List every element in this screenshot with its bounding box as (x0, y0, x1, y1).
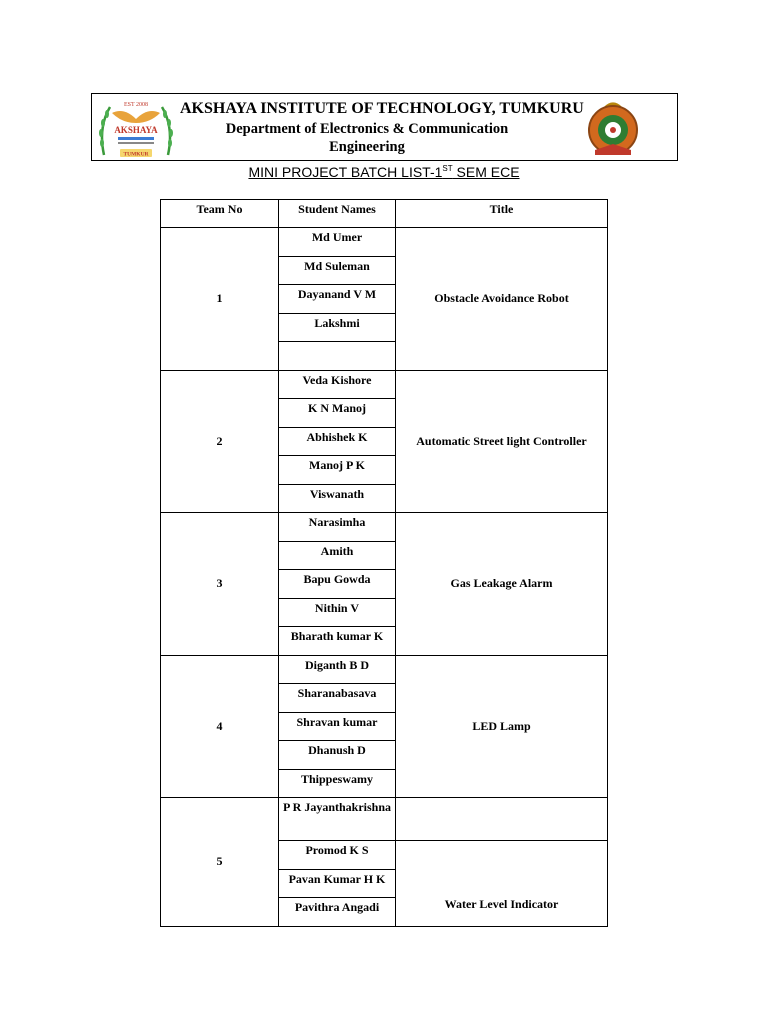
student-name: Bapu Gowda (279, 570, 396, 599)
institute-name: AKSHAYA INSTITUTE OF TECHNOLOGY, TUMKURU (180, 100, 584, 117)
svg-text:TUMKUR: TUMKUR (123, 151, 149, 158)
table-header-row (161, 200, 608, 228)
team-number: 5 (161, 798, 279, 927)
header-student-names: Student Names (279, 200, 396, 228)
batch-table-container (160, 199, 608, 927)
student-name: Viswanath (279, 484, 396, 513)
student-name: Md Umer (279, 228, 396, 257)
student-name: Veda Kishore (279, 370, 396, 399)
header-team-no: Team No (161, 200, 279, 228)
student-name: Promod K S (279, 841, 396, 870)
student-name: Nithin V (279, 598, 396, 627)
svg-text:AKSHAYA: AKSHAYA (114, 125, 158, 135)
department-name (182, 121, 552, 156)
project-title-blank (396, 798, 608, 841)
university-emblem (583, 98, 643, 158)
team-number: 4 (161, 655, 279, 798)
student-name (279, 342, 396, 371)
student-name: K N Manoj (279, 399, 396, 428)
student-name: P R Jayanthakrishna (279, 798, 396, 841)
student-name: Amith (279, 541, 396, 570)
table-row (161, 228, 608, 257)
department-line-2: Engineering (329, 138, 405, 155)
batch-table (160, 199, 608, 927)
student-name: Bharath kumar K (279, 627, 396, 656)
student-name: Dhanush D (279, 741, 396, 770)
student-name: Dayanand V M (279, 285, 396, 314)
institute-header (91, 93, 678, 161)
project-title: Automatic Street light Controller (396, 370, 608, 513)
student-name: Pavithra Angadi (279, 898, 396, 927)
akshaya-logo (96, 97, 176, 159)
student-name: Manoj P K (279, 456, 396, 485)
project-title: Obstacle Avoidance Robot (396, 228, 608, 371)
student-name: Lakshmi (279, 313, 396, 342)
department-line-1: Department of Electronics & Communication (225, 121, 509, 137)
team-number: 3 (161, 513, 279, 656)
table-row (161, 798, 608, 841)
student-name: Sharanabasava (279, 684, 396, 713)
student-name: Narasimha (279, 513, 396, 542)
student-name: Thippeswamy (279, 769, 396, 798)
svg-text:EST 2008: EST 2008 (123, 102, 149, 108)
student-name: Abhishek K (279, 427, 396, 456)
project-title: Water Level Indicator (396, 841, 608, 927)
table-row (161, 370, 608, 399)
project-title: Gas Leakage Alarm (396, 513, 608, 656)
table-row (161, 513, 608, 542)
student-name: Diganth B D (279, 655, 396, 684)
table-row (161, 655, 608, 684)
student-name: Pavan Kumar H K (279, 869, 396, 898)
document-title: MINI PROJECT BATCH LIST-1ST SEM ECE (248, 164, 520, 180)
header-title: Title (396, 200, 608, 228)
team-number: 2 (161, 370, 279, 513)
student-name: Md Suleman (279, 256, 396, 285)
project-title: LED Lamp (396, 655, 608, 798)
team-number: 1 (161, 228, 279, 371)
student-name: Shravan kumar (279, 712, 396, 741)
